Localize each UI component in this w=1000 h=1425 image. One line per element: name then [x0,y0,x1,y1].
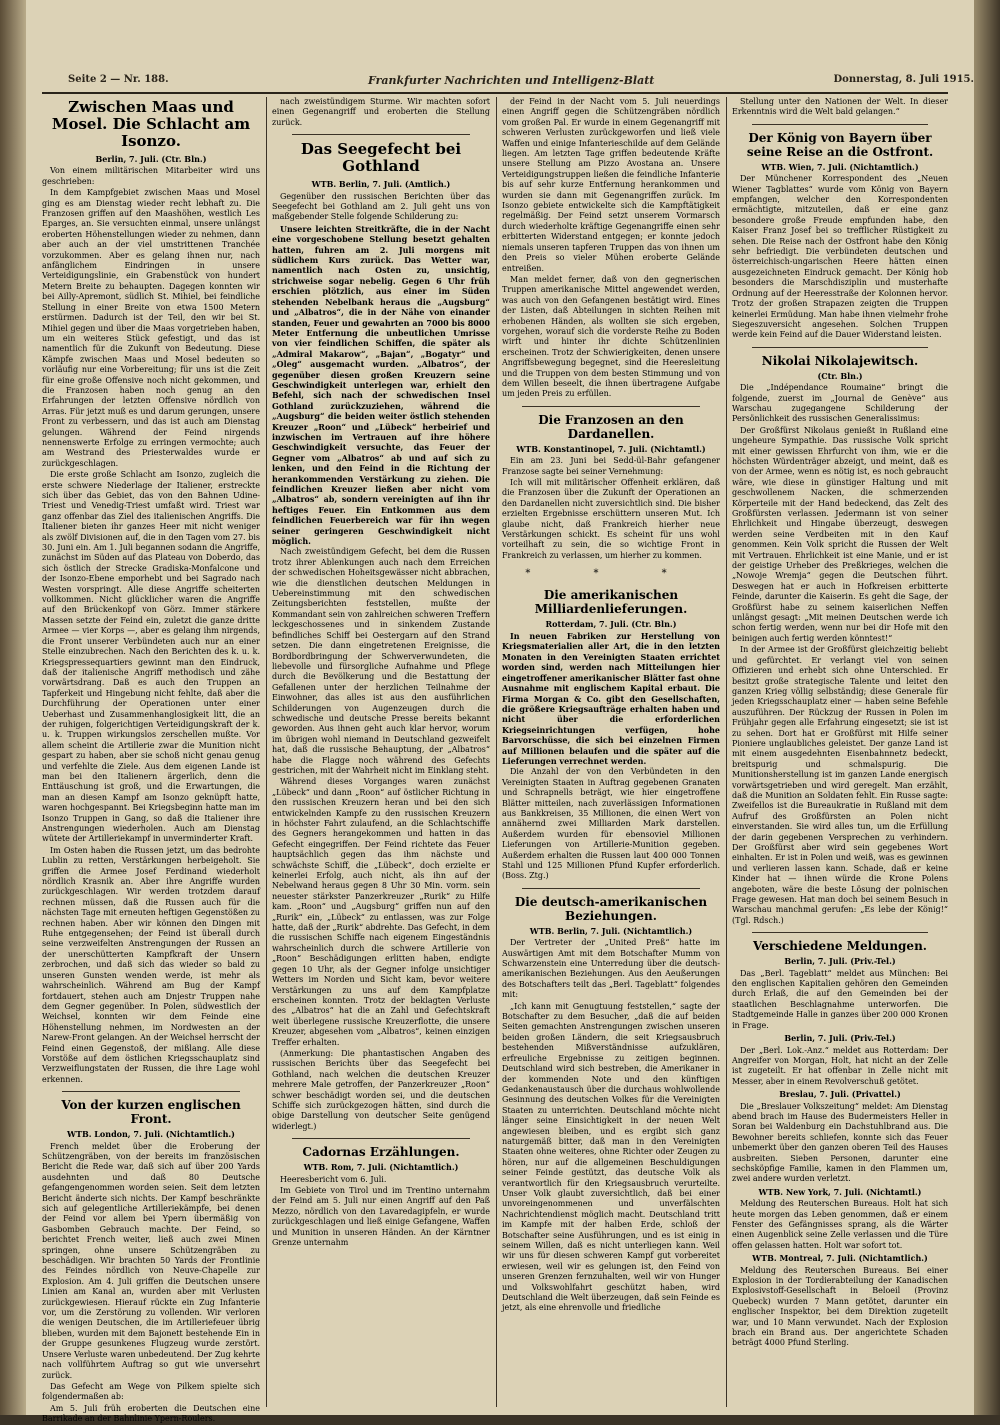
column-3 [502,97,720,1407]
paragraph: Am 5. Juli früh eroberten die Deutschen eine Barrikade an der Bahnlinie Ypern-Roulers. [42,1403,260,1424]
paragraph: Die „Breslauer Volkszeitung“ meldet: Am Dienstag abend brach im Hause des Budermeisters Heller in Soran bei Waldenburg ein Dachstuhlbrand aus. Die Bewohner bereits schliefen, konnte sich das Feuer unbemerkt über den ganzen oberen Teil des Hauses ausbreiten. Sieben Personen, darunter eine sechsköpfige Familie, kamen in den Flammen um, zwei andere wurden verletzt. [732,1101,948,1184]
column-2 [272,97,490,1407]
article-divider [62,1091,240,1092]
paragraph: Gegenüber den russischen Berichten über das Seegefecht bei Gothland am 2. Juli geht uns von maßgebender Stelle folgende Schilderung zu: [272,191,490,222]
paragraph: In der Armee ist der Großfürst gleichzeitig beliebt und gefürchtet. Er verlangt viel von seinen Offizieren und erhebt sich ohne Unterschied. Er besitzt große strategische Talente und leitet den ganzen Krieg völlig selbständig; diese Generale für jeden Kriegsschauplatz einer — haben seine Befehle auszuführen. Der Rückzug der Russen in Polen im Frühjahr gegen alle Erfahrung eingesetzt; sie ist ist zu sehen. Dort hat er Großfürst mit Hilfe seiner Pioniere unglaubliches geleistet. Der ganze Land ist mit einem ausgedehnten Eisenbahnnetz bedeckt, breitspurig und schmalspurig. Die Munitionsherstellung ist im ganzen Lande energisch vorwärtsgetrieben und wird geregelt. Man erzählt, daß die Munition an Soldaten fehlt. Ein Russe sagte: Zweifellos ist die Bureaukratie in Rußland mit dem Aufruf des Großfürsten an Polen nicht einverstanden. Sie wird alles tun, um die Erfüllung der darin gegebenen Versprechen zu verhindern. Der Großfürst aber wird sein gegebenes Wort einhalten. Er ist in Polen und weiß, was es gewinnen und verlieren lassen kann. Schade, daß er keine Kinder hat — ihnen würde die Krone Polens angeboten, wäre die beste Lösung der polnischen Frage gewesen. Hat man doch bei seinem Besuch in Warschau manchmal gerufen: „Es lebe der König!“ (Tgl. Rdsch.) [732,645,948,925]
paragraph: Nach zweistündigem Gefecht, bei dem die Russen trotz ihrer Ablenkungen auch nach dem Erreichen der schwedischen Hoheitsgewässer nicht abbrachen, wie die dienstlichen deutschen Meldungen in Uebereinstimmung mit den schwedischen Zeitungsberichten feststellen, mußte der Kommandant sein von zahlreichen schweren Treffern leckgeschossenes und in sinkendem Zustande befindliches Schiff bei Oestergarn auf den Strand setzen. Die dann eingetretenen Ereignisse, die Bordbordbringung der Schwerverwundeten, die liebevolle und fürsorgliche Aufnahme und Pflege durch die Bevölkerung und die Bestattung der Gefallenen unter der herzlichen Teilnahme der Einwohner, das alles ist aus den ausführlichen Schilderungen von Augenzeugen durch die schwedische und deutsche Presse bereits bekannt geworden. Aus ihnen geht auch klar hervor, worum im übrigen wohl niemand in Deutschland gezweifelt hat, daß die russische Behauptung, der „Albatros“ habe die Flagge noch während des Gefechts gestrichen, mit der Wahrheit nicht im Einklang steht. [272,547,490,775]
paragraph: nach zweistündigem Sturme. Wir machten sofort einen Gegenangriff und eroberten die Stellung zurück. [272,97,490,127]
paragraph: Die „Indépendance Roumaine“ bringt die folgende, zuerst im „Journal de Genève“ aus Warschau zugegangene Schilderung der Persönlichkeit des russischen Generalissimus: [732,383,948,424]
column-rule [266,97,267,1407]
paragraph: In neuen Fabriken zur Herstellung von Kriegsmaterialien aller Art, die in den letzten Monaten in den Vereinigten Staaten errichtet worden sind, werden nach Mitteilungen hier eingetroffener amerikanischer Blätter fast ohne Ausnahme mit englischem Kapital erbaut. Die Firma Morgan & Co. gibt den Gesellschaften, die größere Kriegsaufträge erhalten haben und nicht über die erforderlichen Kriegseinrichtungen verfügen, hohe Barvorschüsse, die sich bei einzelnen Firmen auf Millionen belaufen und die später auf die Lieferungen verrechnet werden. [502,631,720,766]
paragraph: Die erste große Schlacht am Isonzo, zugleich die erste schwere Niederlage der Italiener, erstreckte sich über das Gebiet, das von den Bahnen Udine-Triest und Venedig-Triest umfaßt wird. Triest war ganz offenbar das Ziel des italienischen Angriffs. Die Italiener bieten ihr ganzes Heer mit nicht weniger als zwölf Divisionen auf, die in den Tagen vom 27. bis 30. Juni ein. Am 1. Juli begannen sodann die Angriffe, zunächst im Süden auf das Plateau von Doberdo, das sich östlich der Strecke Gradiska-Monfalcone und der Isonzo-Ebene emporhebt und bei Sagrado nach Westen vorspringt. Alle diese Angriffe scheiterten vollkommen. Nicht glücklicher waren die Angriffe auf den Brückenkopf von Görz. Immer stärkere Massen setzte der Feind ein, zuletzt die ganze dritte Armee — vier Korps —, aber es gelang ihm nirgends, die Front unserer Verbündeten auch nur an einer Stelle einzubrechen. Nach den Berichten des k. u. k. Kriegspressequartiers gewinnt man den Eindruck, daß der italienische Angriff methodisch und zähe vorwärtsdrang. Daß es auch den Truppen an Tapferkeit und Hingebung nicht fehlte, daß aber die Durchführung der Operationen unter einer Ueberhast und Zusammenhanglosigkeit litt, die an der ruhigen, folgerichtigen Verteidigungskraft der k. u. k. Truppen wirkungslos zerschellen mußte. Vor allem scheint die Artillerie zwar die Munition nicht gespart zu haben, aber sie schoß nicht genau genug und verfehlte die Ziele. Aus dem eigenen Lande ist man bei den Italienern ärgerlich, denn die Enttäuschung ist groß, und die Erwartungen, die man an diesen Kampf am Isonzo geknüpft hatte, waren hochgespannt. Bei Kriegsbeginn hatte man im Isonzo Truppen in Gang, so daß die Italiener ihre Anstrengungen wiederholen. Auch am Dienstag wütete der Artilleriekampf in unverminderter Kraft. [42,470,261,844]
masthead [68,70,974,92]
paragraph: Im Gebiete von Tirol und im Trentino unternahm der Feind am 5. Juli nur einen Angriff auf den Paß Mezzo, nördlich von den Lavaredagipfeln, er wurde zurückgeschlagen und ließ einige Gefangene, Waffen und Munition in unseren Händen. An der Kärntner Grenze unternahm [272,1186,490,1248]
dateline: Berlin, 7. Juli. (Priv.-Tel.) [784,956,896,967]
paragraph: Unsere leichten Streitkräfte, die in der Nacht eine vorgeschobene Stellung besetzt gehalten hatten, fuhren am 2. Juli morgens mit südlichem Kurs zurück. Das Wetter war, namentlich nach Osten zu, unsichtig, strichweise sogar nebelig. Gegen 6 Uhr früh erschien plötzlich, aus einer im Süden stehenden Nebelbank heraus die „Augsburg“ und „Albatros“, die in der Nähe von einander standen, Feuer und gewahrten an 7000 bis 8000 Meter Entfernung die unbeutlichen Umrisse von vier feindlichen Schiffen, die später als „Admiral Makarow“, „Bajan“, „Bogatyr“ und „Oleg“ ausgemacht wurden. „Albatros“, der gegenüber diesen großen Kreuzern seine Geschwindigkeit unterlegen war, erhielt den Befehl, sich nach der schwedischen Insel Gothland zurückzuziehen, während die „Augsburg“ die beiden weiter östlich stehenden Kreuzer „Roon“ und „Lübeck“ herbeirief und inzwischen im Vertrauen auf ihre höhere Geschwindigkeit versuchte, das Feuer der Gegner vom „Albatros“ ab und auf sich zu lenken, und den Feind in die Richtung der herankommenden Verstärkung zu ziehen. Die feindlichen Kreuzer ließen aber nicht vom „Albatros“ ab, sondern vereinigten auf ihn ihr heftiges Feuer. Ein Entkommen aus dem feindlichen Feuerbereich war für ihn wegen seiner geringeren Geschwindigkeit nicht möglich. [272,223,490,547]
article-divider [522,888,700,889]
paragraph: Die Anzahl der von den Verbündeten in den Vereinigten Staaten in Auftrag gegebenen Granaten und Schrapnells beträgt, wie hier eingetroffene Blätter mitteilen, nach zuverlässigen Informationen aus Bankkreisen, 35 Millionen, die einen Wert von annähernd zwei Milliarden Mark darstellen. Außerdem wurden für ebensoviel Millionen Lieferungen von Artillerie-Munition gegeben. Außerdem erhalten die Russen laut 400 000 Tonnen Stahl und 125 Millionen Pfund Kupfer erforderlich. (Boss. Ztg.) [502,767,720,881]
dateline: WTB. Berlin, 7. Juli. (Amtlich.) [311,179,451,190]
headline: Cadornas Erzählungen. [302,1145,460,1160]
dateline: WTB. Konstantinopel, 7. Juli. (Nichtamtl.) [516,443,706,454]
article-divider [752,932,928,933]
paragraph: der Feind in der Nacht vom 5. Juli neuerdings einen Angriff gegen die Schützengräben nördlich vom großen Pal. Er wurde in einem Gegenangriff mit schweren Verlusten zurückgeworfen und ließ viele Waffen und einige Infanterieschilde auf dem Gelände liegen. Am letzten Tage griffen bedeutende Kräfte unsere Stellung am Pizzo Avostana an. Unsere Verteidigungstruppen ließen die feindliche Infanterie bis auf sehr kurze Entfernung herankommen und wurden sie dann mit Gegenangriffen zurück. Im Isonzo gebiete entwickelte sich die Kampftätigkeit regelmäßig. Der Feind setzt unserem Vormarsch durch wiederholte kräftige Gegenangriffe einen sehr erbitterten Widerstand entgegen; er konnte jedoch niemals unseren tapferen Truppen das von ihnen um den Preis so vieler Mühen eroberte Gelände entreißen. [502,97,720,273]
dateline: (Ctr. Bln.) [817,370,863,381]
paragraph: French meldet über die Eroberung der Schützengräben, von der bereits im französischen Bericht die Rede war, daß sich auf über 200 Yards ausdehnten und daß 80 Deutsche gefangengenommen worden seien. Seit dem letzten Bericht änderte sich nichts. Der Kampf beschränkte sich auf gelegentliche Artilleriekämpfe, bei denen der Feind vor allem bei Ypern übermäßig von Gasbomben Gebrauch machte. Der Feind, so berichtet French weiter, ließ auch zwei Minen springen, ohne unsere Schützengräben zu beschädigen. Wir brachten 50 Yards der Frontlinie des Feindes nördlich von Neuve-Chapelle zur Explosion. Am 4. Juli griffen die Deutschen unsere Linien am Kanal an, wurden aber mit Verlusten zurückgewiesen. Hierauf rückte ein Zug Infanterie vor, um die Zerstörung zu vollenden. Wir verloren die wenigen Deutschen, die im Artilleriefeuer übrig blieben, wurden mit dem Bajonett bestehende Ein in der Gruppe gesunkenes Flugzeug wurde zerstört. Unsere Verluste waren unbedeutend. Der Zug kehrte nach vollführtem Auftrag so gut wie unversehrt zurück. [42,1141,260,1380]
paragraph: Heeresbericht vom 6. Juli. [280,1174,387,1184]
paragraph: Stellung unter den Nationen der Welt. In dieser Erkenntnis wird die Welt bald gelangen.“ [732,97,948,117]
paragraph: Man meldet ferner, daß von den gegnerischen Truppen amerikanische Mittel angewendet werden, was auch von den Gefangenen bestätigt wird. Eines der Listen, daß Abteilungen in sichten Reihen mit erhobenen Händen, als wollten sie sich ergeben, vorgehen, worauf sich die vorderste Reihe zu Boden wirft und hinter ihr dichte Schützenlinien erscheinen. Trotz der Schwierigkeiten, denen unsere Angriffsbewegung begegnet, sind die Heeresleitung und die Truppen von dem besten Stimmung und von dem Willen beseelt, die ihnen übertragene Aufgabe um jeden Preis zu erfüllen. [502,274,720,399]
page-number: Seite 2 — Nr. 188. [68,74,169,85]
issue-date: Donnerstag, 8. Juli 1915. [833,74,974,85]
columns [42,97,948,1424]
paragraph: Meldung des Reuterschen Bureaus. Holt hat sich heute morgen das Leben genommen, daß er einem Fenster des Gefängnisses sprang, als die Wärter einen Augenblick seine Zelle verlassen und die Türe offen gelassen hatten. Holt war sofort tot. [732,1199,948,1250]
paragraph: Der Münchener Korrespondent des „Neuen Wiener Tagblattes“ wurde vom König von Bayern empfangen, welcher den Korrespondenten ermächtigte, mitzuteilen, daß er eine ganz besondere große Freude empfunden habe, den Kaiser Franz Josef bei so trefflicher Rüstigkeit zu sehen. Die Reise nach der Ostfront habe den König sehr befriedigt. Die verbündeten deutschen und österreichisch-ungarischen Heere hätten einen ausgezeichneten Eindruck gemacht. Der König hob besonders die Marschdisziplin und musterhafte Ordnung auf der Heeresstraße der Kolonnen hervor. Trotz der großen Strapazen zeigten die Truppen keinerlei Ermüdung. Man habe ihnen vielmehr frohe Siegeszuversicht angesehen. Solchen Truppen werde kein Feind auf die Dauer Widerstand leisten. [732,174,948,340]
dateline: Rotterdam, 7. Juli. (Ctr. Bln.) [545,618,677,629]
dateline: Berlin, 7. Juli. (Ctr. Bln.) [95,154,207,164]
article-divider [292,134,470,135]
paragraph: Von einem militärischen Mitarbeiter wird uns geschrieben: [42,166,260,186]
paragraph: (Anmerkung: Die phantastischen Angaben des russischen Berichts über das Seegefecht bei Gothland, nach welchen die deutschen Kreuzer mehrere Male getroffen, der Panzerkreuzer „Roon“ schwer beschädigt worden sei, und die deutschen Schiffe sich zurückgezogen hätten, sind durch die obige Darstellung von deutscher Seite genügend widerlegt.) [272,1048,490,1131]
paragraph: Ich will mit militärischer Offenheit erklären, daß die Franzosen über die Zukunft der Operationen an den Dardanellen nicht zuversichtlich sind. Die bisher erzielten Ergebnisse erschüttern unseren Mut. Ich glaube nicht, daß Frankreich hierher neue Verstärkungen schickt. Es scheint für uns wohl vorteilhaft zu sein, die so wichtige Front in Frankreich zu verlassen, um hierher zu kommen. [502,478,720,560]
dateline: Berlin, 7. Juli. (Priv.-Tel.) [784,1033,896,1044]
paragraph: „Ich kann mit Genugtuung feststellen,“ sagte der Botschafter zu dem Besucher, „daß die auf beiden Seiten gemachten Anstrengungen zwischen unseren beiden großen Ländern, die seit Kriegsausbruch bestehenden Mißverständnisse aufzuklären, erfreuliche Ergebnisse zu zeitigen beginnen. Deutschland wird sich bestreben, die Amerikaner in der kommenden Note und den künftigen Gedankenaustausch über die durchaus wohlwollende Gesinnung des deutschen Volkes für die Vereinigten Staaten zu unterrichten. Deutschland möchte nicht länger seine Einsichtigkeit in der neuen Welt angewiesen bleiben, und es ergibt sich ganz naturgemäß bitter, daß man in den Vereinigten Staaten ohne weiteres, ohne Richter oder Zeugen zu hören, nur auf die allgemeinen Beschuldigungen seiner Feinde gestützt, das deutsche Volk als verantwortlich für den Kriegsausbruch verurteilte. Unser Volk glaubt zuversichtlich, daß bei einer unvoreingenommenen und unverfälschten Nachrichtendienst möglich macht. Deutschland tritt im Kampfe mit der halben Erde, schloß der Botschafter seine Ausführungen, und es ist einig in seinem Willen, daß es nicht unterliegen kann. Weil wir uns für diesen schweren Kampf gut vorbereitet erwiesen, weil wir es gelungen ist, den Feind von unseren Grenzen fernzuhalten, weil wir von Hunger und Volkswohlfahrt geschützt haben, wird Deutschland die Welt überzeugen, daß sein Feinde es jetzt, als eine ehrenvolle und friedliche [502,1001,720,1313]
paragraph: Im Osten haben die Russen jetzt, um das bedrohte Lublin zu retten, Verstärkungen herbeigeholt. Sie griffen die Armee Josef Ferdinand wiederholt nördlich Krasnik an. Aber ihre Angriffe wurden zurückgeschlagen. Wir werden trotzdem darauf rechnen müssen, daß die Russen auch für die nächsten Tage mit erneuten heftigen Gegenstößen zu rechnen haben. Aber wir können den Dingen mit Ruhe entgegensehen; der Feind ist überall durch seine verzweifelten Anstrengungen der Russen an der unerschütterten Kampfkraft der Unsern zerbrochen, und daß sich das wieder so bald zu unseren Gunsten wenden werde, ist mehr als wahrscheinlich. Während am Bug der Kampf fortdauert, stehen auch am Dnjestr Truppen nahe dem Gegner gegenüber. In Polen, südwestlich der Weichsel, konnten wir dem Feinde eine Höhenstellung nehmen, im Nordwesten an der Narew-Front gelangen. An der Weichsel herrscht der Feind einen Gegenstoß, der mißlang. Alle diese Vorstöße auf dem östlichen Kriegsschauplatz sind Verzweiflungstaten der Russen, die ihre Lage wohl erkennen. [42,845,260,1084]
dateline: WTB. London, 7. Juli. (Nichtamtlich.) [67,1129,235,1140]
dateline: WTB. New York, 7. Juli. (Nichtamtl.) [758,1186,922,1197]
headline: Die Franzosen an den Dardanellen. [538,412,684,441]
column-4 [732,97,948,1407]
article-divider [752,124,928,125]
page-edge [974,0,1000,1415]
headline: Die deutsch-amerikanischen Beziehungen. [514,894,708,923]
book-binding [0,0,26,1415]
paragraph: Während dieses Vorganges waren zunächst „Lübeck“ und dann „Roon“ auf östlicher Richtung in den russischen Kreuzern heran und bei den sich entwickelnden Kampfe zu den russischen Kreuzern in höchster Fahrt zulaufend, an die Schlachtschiffe des Gegners herangekommen und hatten in das Gefecht eingegriffen. Der Feind richtete das Feuer hauptsächlich gegen das ihm nächste und schwächste Schiff, die „Lübeck“, doch erzielte er keinerlei Erfolg, auch nicht, als ihn auf der Nebelwand heraus gegen 8 Uhr 30 Min. vorm. sein neuester stärkster Panzerkreuzer „Rurik“ zu Hilfe kam. „Roon“ und „Augsburg“ griffen nun auf den „Rurik“ ein, „Lübeck“ zu entlassen, was zur Folge hatte, daß der „Rurik“ abdrehte. Das Gefecht, in dem die russischen Schiffe nach eigenem Eingeständnis wahrscheinlich durch die schwere Artillerie von „Roon“ Beschädigungen erlitten haben, endigte gegen 10 Uhr, als der Gegner infolge unsichtiger Wetters im Norden und Sicht kam, bevor weitere Verstärkungen zu uns auf dem Kampfplatze erscheinen konnten. Trotz der beklagten Verluste des „Albatros“ hat die an Zahl und Gefechtskraft weit überlegene russische Kreuzerflotte, die unsere Kreuzer, abgesehen vom „Albatros“, keinen einzigen Treffer erhalten. [272,777,490,1047]
headline: Zwischen Maas und Mosel. Die Schlacht am Isonzo. [51,98,251,150]
column-rule [726,97,727,1407]
dateline: WTB. Wien, 7. Juli. (Nichtamtlich.) [761,161,919,172]
paragraph: Der Vertreter der „United Preß“ hatte im Auswärtigen Amt mit dem Botschafter Mumm von Schwarzenstein eine Unterredung über die deutsch-amerikanischen Beziehungen. Aus den Aeußerungen des Botschafters teilt das „Berl. Tageblatt“ folgendes mit: [502,938,720,1000]
dateline: WTB. Montreal, 7. Juli. (Nichtamtlich.) [752,1253,928,1264]
newspaper-title: Frankfurter Nachrichten und Intelligenz-Blatt [368,74,655,87]
paragraph: Das „Berl. Tageblatt“ meldet aus München: Bei den englischen Kapitalien gehören den Gemeinden durch Erlaß, die auf den Gemeinden bei der staatlichen Beschlagnahme unterworfen. Die Stadtgemeinde Halle in ganzes über 200 000 Kronen in Frage. [732,968,948,1030]
dateline: WTB. Berlin, 7. Juli. (Nichtamtlich.) [529,925,693,936]
column-rule [496,97,497,1407]
paragraph: Das Gefecht am Wege von Pilkem spielte sich folgendermaßen ab: [42,1381,260,1402]
headline: Verschiedene Meldungen. [753,939,927,954]
dateline: WTB. Rom, 7. Juli. (Nichtamtlich.) [303,1162,459,1173]
headline: Von der kurzen englischen Front. [61,1098,241,1127]
article-divider [292,1138,470,1139]
headline: Die amerikanischen Milliardenlieferungen. [534,587,688,616]
paragraph: In dem Kampfgebiet zwischen Maas und Mosel ging es am Dienstag wieder recht lebhaft zu. Die Franzosen griffen auf den Maashöhen, westlich Les Eparges, an. Sie versuchten einmal, unsere unlängst eroberten Höhenstellungen wieder zu nehmen, dann aber auch an der viel umstrittenen Tranchée vorzukommen. Aber es gelang ihnen nur, nach anfänglichem Eindringen in unsere Verteidigungslinie, ein Grabenstück von hundert Metern Breite zu behaupten. Dagegen konnten wir bei Ailly-Apremont, südlich St. Mihiel, bei feindliche Stellung in einer Breite von etwa 1500 Metern erstürmen. Dadurch ist der Teil, den wir bei St. Mihiel gegen und über die Maas vorgetrieben haben, um ein weiteres Stück gefestigt, und das ist namentlich für die Zukunft von Bedeutung. Diese Kämpfe zwischen Maas und Mosel bedeuten so vorläufig nur eine Vorbereitung; für uns ist die Zeit für eine große Offensive noch nicht gekommen, und die Franzosen haben noch genug an den Erfahrungen der letzten Offensive nördlich von Arras. Für jetzt muß es und darum gerungen, unsere Front zu verbessern, und das ist auch am Dienstag gelungen. Während der Feind nirgends nennenswerte Erfolge zu erringen vermochte; auch am Westrand des Priesterwaldes wurde er zurückgeschlagen. [42,188,260,468]
article-divider [522,406,700,407]
paragraph: Der „Berl. Lok.-Anz.“ meldet aus Rotterdam: Der Angreifer von Morgan, Holt, hat nicht an der Zelle ist zugeteilt. Er hat offenbar in Zelle nicht mit Messer, aber in einem Revolverschuß getötet. [732,1045,948,1086]
paragraph: Ein am 23. Juni bei Sedd-ül-Bahr gefangener Franzose sagte bei seiner Vernehmung: [502,456,720,476]
paragraph: Meldung des Reuterschen Bureaus. Bei einer Explosion in der Tordierabteilung der Kanadischen Explosivstoff-Gesellschaft in Beloeil (Provinz Quebeck) wurden 7 Mann getötet, darunter ein englischer Inspektor, bei dem Direktion zugeteilt war, und 10 Mann verwundet. Nach der Explosion brach ein Brand aus. Der angerichtete Schaden beträgt 4000 Pfund Sterling. [732,1265,948,1348]
masthead-rule [42,92,948,94]
headline: Das Seegefecht bei Gothland [300,140,462,176]
paragraph: Der Großfürst Nikolaus genießt in Rußland eine ungeheure Sympathie. Das russische Volk spricht mit einer gewissen Ehrfurcht von ihm, wie er die höchsten Würdenträger abzeigt, und meint, daß es von der Armee, wenn es nötig ist, es noch gebraucht wäre, wie diese in günstiger Haltung und mit geschwollenem Nacken, die schmerzenden Körperteile mit der Hand bedeckend, das Zelt des Großfürsten verlassen. Jedermann ist von seiner Ehrlichkeit und Hingabe überzeugt, deswegen werden seine Verdbeiten mit in den Kauf genommen. Kein Volk spricht die Russen der Welt mit Vertrauen. Ehrlichkeit ist eine Manie, und er ist der geistige Urheber des Preßkrieges, welchen die „Nowoje Wremja“ gegen die Deutschen führt. Deswegen hat er auch in Hofkreisen erbitterte Feinde, darunter die Kaiserin. Es geht die Sage, der Großfürst habe zu seinem kaiserlichen Neffen unlängst gesagt: „Mit meinen Deutschen werde ich schon fertig werden, wenn nur bei dir Hofe mit den beinigen auch fertig werden könntest!“ [732,425,948,643]
article-divider [752,347,928,348]
dateline: Breslau, 7. Juli. (Privattel.) [779,1089,901,1100]
asterism-separator: * * * [525,568,697,580]
headline: Der König von Bayern über seine Reise an die Ostfront. [746,130,934,159]
column-1 [42,97,261,1424]
headline: Nikolai Nikolajewitsch. [761,353,919,368]
